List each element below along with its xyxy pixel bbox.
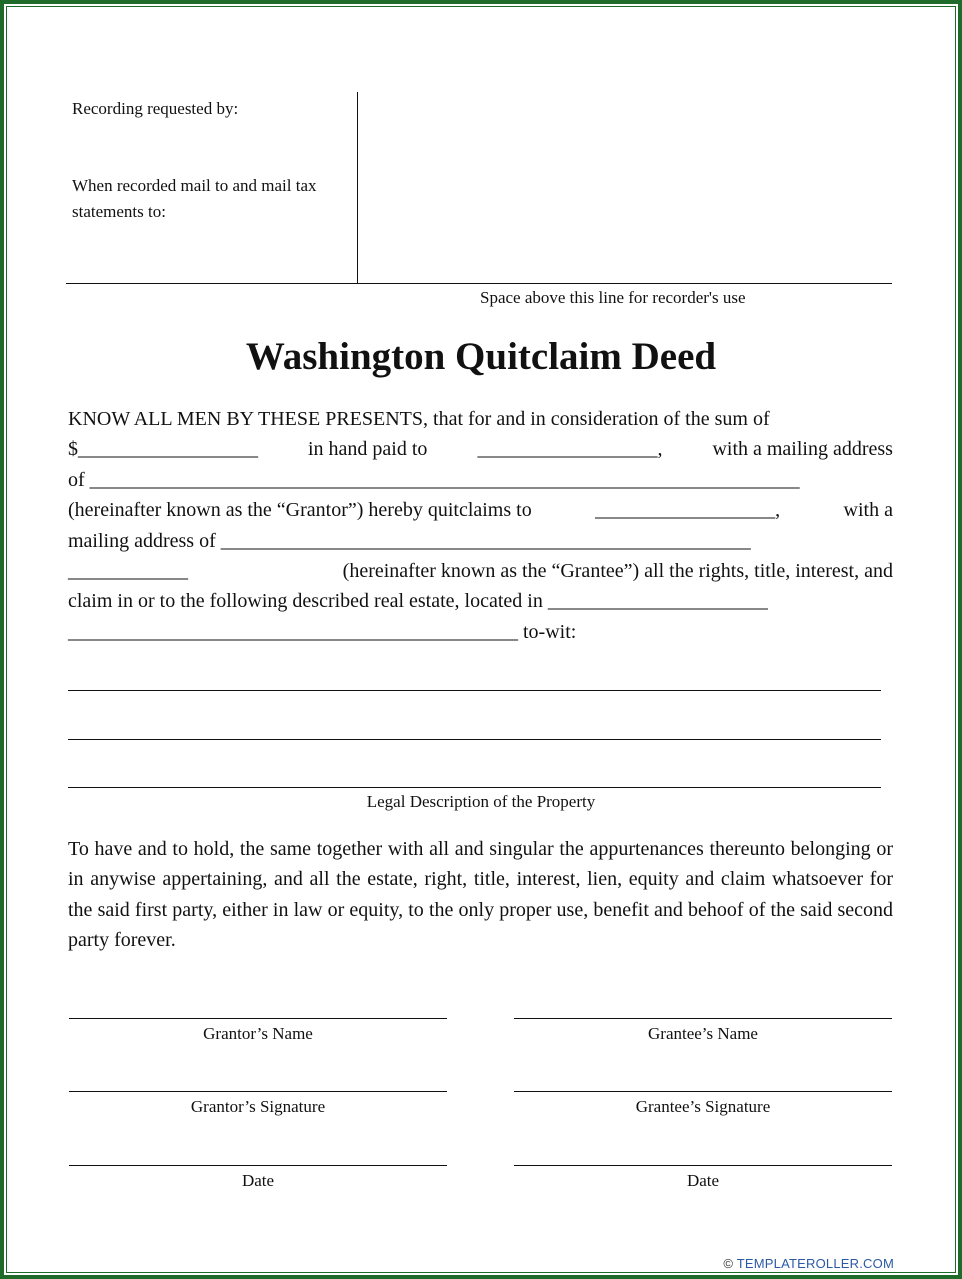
grantee-address-blank-cont[interactable]: ____________ (68, 560, 188, 583)
grantor-name-blank[interactable]: __________________, (477, 438, 663, 461)
grantor-date-label: Date (241, 1171, 275, 1190)
grantor-signature-label: Grantor’s Signature (190, 1097, 326, 1116)
recorder-use-note: Space above this line for recorder's use (480, 288, 746, 307)
paragraph-line (68, 404, 893, 434)
paragraph-line (68, 617, 893, 647)
header-vertical-divider (357, 92, 358, 284)
grantee-address-blank[interactable]: mailing address of _____________________________________________________ (68, 529, 751, 552)
footer-credit (723, 1256, 894, 1271)
grantor-date-line[interactable] (69, 1165, 447, 1166)
recording-requested-by-label: Recording requested by: (72, 99, 239, 118)
grantee-name-label: Grantee’s Name (648, 1024, 758, 1043)
grantor-address-blank[interactable]: of _______________________________________________________________________ (68, 468, 800, 491)
grantee-signature-line[interactable] (514, 1091, 892, 1092)
paragraph-line-text: (hereinafter known as the “Grantee”) all the rights, title, interest, and (342, 560, 893, 583)
paragraph-line (68, 556, 893, 586)
grantor-name-line[interactable] (69, 1018, 447, 1019)
legal-description-line-3[interactable] (68, 787, 881, 788)
paragraph-line-text: with a (843, 499, 893, 522)
paragraph-line (68, 465, 893, 495)
property-location-blank[interactable]: claim in or to the following described real estate, located in ______________________ (68, 590, 768, 613)
paragraph-line (68, 434, 893, 464)
copyright-icon: © (723, 1256, 734, 1271)
legal-description-label: Legal Description of the Property (366, 792, 596, 811)
paragraph-line-text: in hand paid to (308, 438, 428, 461)
paragraph-line-text: (hereinafter known as the “Grantor”) hereby quitclaims to (68, 499, 532, 522)
paragraph-line (68, 526, 893, 556)
paragraph-line (68, 586, 893, 616)
sum-blank[interactable]: $__________________ (68, 438, 258, 461)
conveyance-paragraph (68, 404, 893, 647)
grantee-name-line[interactable] (514, 1018, 892, 1019)
legal-description-line-2[interactable] (68, 739, 881, 740)
grantee-name-blank[interactable]: __________________, (595, 499, 781, 522)
paragraph-line-text: KNOW ALL MEN BY THESE PRESENTS, that for and in consideration of the sum of (68, 408, 770, 430)
property-location-blank-cont[interactable]: _____________________________________________ to-wit: (68, 620, 577, 643)
grantee-date-label: Date (686, 1171, 720, 1190)
footer-site-link[interactable]: TEMPLATEROLLER.COM (736, 1256, 894, 1271)
document-title: Washington Quitclaim Deed (245, 335, 717, 378)
habendum-paragraph: To have and to hold, the same together with all and singular the appurtenances thereunto belonging or in anywise appertaining, and all the estate, right, title, interest, lien, equity and claim whatsoever for the said first party, either in law or equity, to the only proper use, benefit and behoof of the said second party forever. (68, 838, 893, 952)
recorder-line (66, 283, 892, 284)
paragraph-line (68, 495, 893, 525)
grantee-signature-label: Grantee’s Signature (635, 1097, 771, 1116)
mail-to-label: When recorded mail to and mail tax statements to: (72, 176, 317, 221)
paragraph-line-text: with a mailing address (712, 438, 893, 461)
legal-description-line-1[interactable] (68, 690, 881, 691)
grantor-name-label: Grantor’s Name (203, 1024, 313, 1043)
grantor-signature-line[interactable] (69, 1091, 447, 1092)
grantee-date-line[interactable] (514, 1165, 892, 1166)
